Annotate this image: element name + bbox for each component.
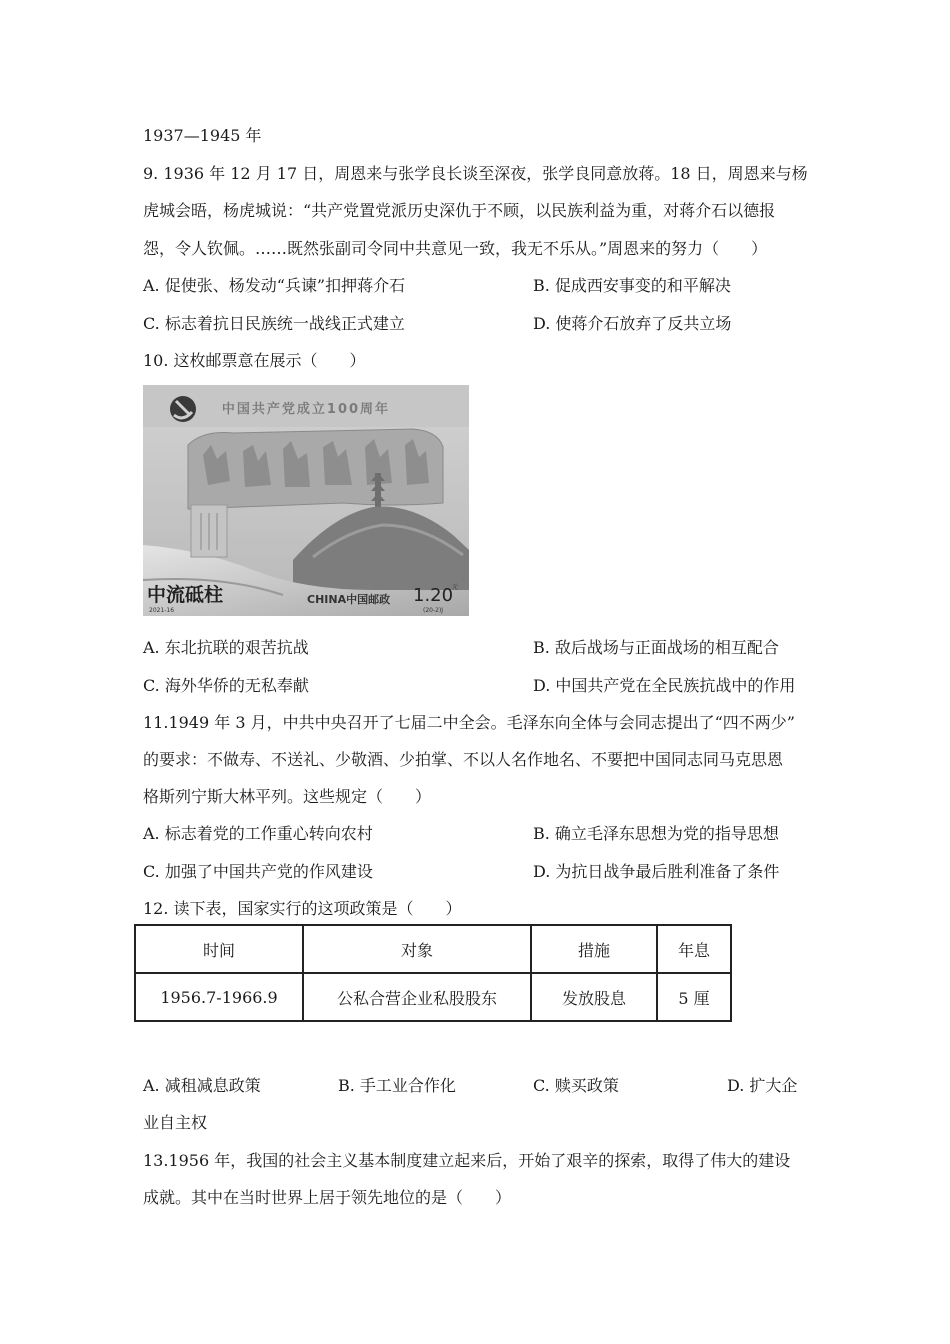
- table-header-cell: 对象: [303, 925, 531, 973]
- q9-line-3: 怨，令人钦佩。……既然张副司令同中共意见一致，我无不乐从。”周恩来的努力（ ）: [143, 239, 768, 258]
- stamp-value: 1.20: [413, 585, 454, 606]
- q13-line-1: 13.1956 年，我国的社会主义基本制度建立起来后，开始了艰辛的探索，取得了伟大的建设: [143, 1151, 791, 1170]
- stamp-image: [143, 385, 469, 616]
- table-header-cell: 年息: [657, 925, 731, 973]
- q9-option-a: A. 促使张、杨发动“兵谏”扣押蒋介石: [143, 276, 406, 295]
- stamp-header: 中国共产党成立100周年: [221, 402, 391, 417]
- q11-option-c: C. 加强了中国共产党的作风建设: [143, 862, 373, 881]
- table-header-cell: 时间: [135, 925, 303, 973]
- table-header-row: [135, 925, 731, 973]
- q11-option-d: D. 为抗日战争最后胜利准备了条件: [533, 862, 780, 881]
- q12-stem: 12. 读下表，国家实行的这项政策是（ ）: [143, 899, 462, 918]
- policy-table: [134, 924, 732, 1022]
- q10-option-b: B. 敌后战场与正面战场的相互配合: [533, 638, 779, 657]
- stamp-value-unit: 元: [452, 584, 459, 591]
- q12-option-c: C. 赎买政策: [533, 1076, 619, 1095]
- hammer-sickle-icon: [170, 396, 196, 422]
- table-cell: 公私合营企业私股股东: [303, 973, 531, 1021]
- q12-option-a: A. 减租减息政策: [143, 1076, 261, 1095]
- q12-option-b: B. 手工业合作化: [338, 1076, 456, 1095]
- q12-option-d-continued: 业自主权: [143, 1113, 208, 1132]
- q11-option-a: A. 标志着党的工作重心转向农村: [143, 824, 373, 843]
- q11-line-3: 格斯列宁斯大林平列。这些规定（ ）: [143, 787, 432, 806]
- table-header-cell: 措施: [531, 925, 657, 973]
- q11-option-b: B. 确立毛泽东思想为党的指导思想: [533, 824, 779, 843]
- q9-option-b: B. 促成西安事变的和平解决: [533, 276, 731, 295]
- stamp-code: (20-2)J: [423, 607, 444, 614]
- q13-line-2: 成就。其中在当时世界上居于领先地位的是（ ）: [143, 1188, 512, 1207]
- q9-line-2: 虎城会晤，杨虎城说：“共产党置党派历史深仇于不顾，以民族利益为重，对蒋介石以德报: [143, 201, 776, 220]
- table-cell: 5 厘: [657, 973, 731, 1021]
- q9-option-c: C. 标志着抗日民族统一战线正式建立: [143, 314, 405, 333]
- q10-option-a: A. 东北抗联的艰苦抗战: [143, 638, 309, 657]
- stamp-serial: 2021-16: [149, 607, 175, 614]
- table-cell: 1956.7-1966.9: [135, 973, 303, 1021]
- q12-option-d: D. 扩大企: [727, 1076, 798, 1095]
- q10-option-c: C. 海外华侨的无私奉献: [143, 676, 309, 695]
- q11-line-2: 的要求：不做寿、不送礼、少敬酒、少拍掌、不以人名作地名、不要把中国同志同马克思恩: [143, 750, 784, 769]
- q10-stem: 10. 这枚邮票意在展示（ ）: [143, 351, 366, 370]
- top-line: 1937—1945 年: [143, 126, 262, 145]
- q9-line-1: 9. 1936 年 12 月 17 日，周恩来与张学良长谈至深夜，张学良同意放蒋。18 日，周恩来与杨: [143, 164, 808, 183]
- stamp-title: 中流砥柱: [147, 584, 224, 606]
- q10-option-d: D. 中国共产党在全民族抗战中的作用: [533, 676, 796, 695]
- stamp-issuer: CHINA中国邮政: [307, 593, 391, 606]
- table-row: [135, 973, 731, 1021]
- table-cell: 发放股息: [531, 973, 657, 1021]
- q11-line-1: 11.1949 年 3 月，中共中央召开了七届二中全会。毛泽东向全体与会同志提出了“四不两少”: [143, 713, 795, 732]
- q9-option-d: D. 使蒋介石放弃了反共立场: [533, 314, 732, 333]
